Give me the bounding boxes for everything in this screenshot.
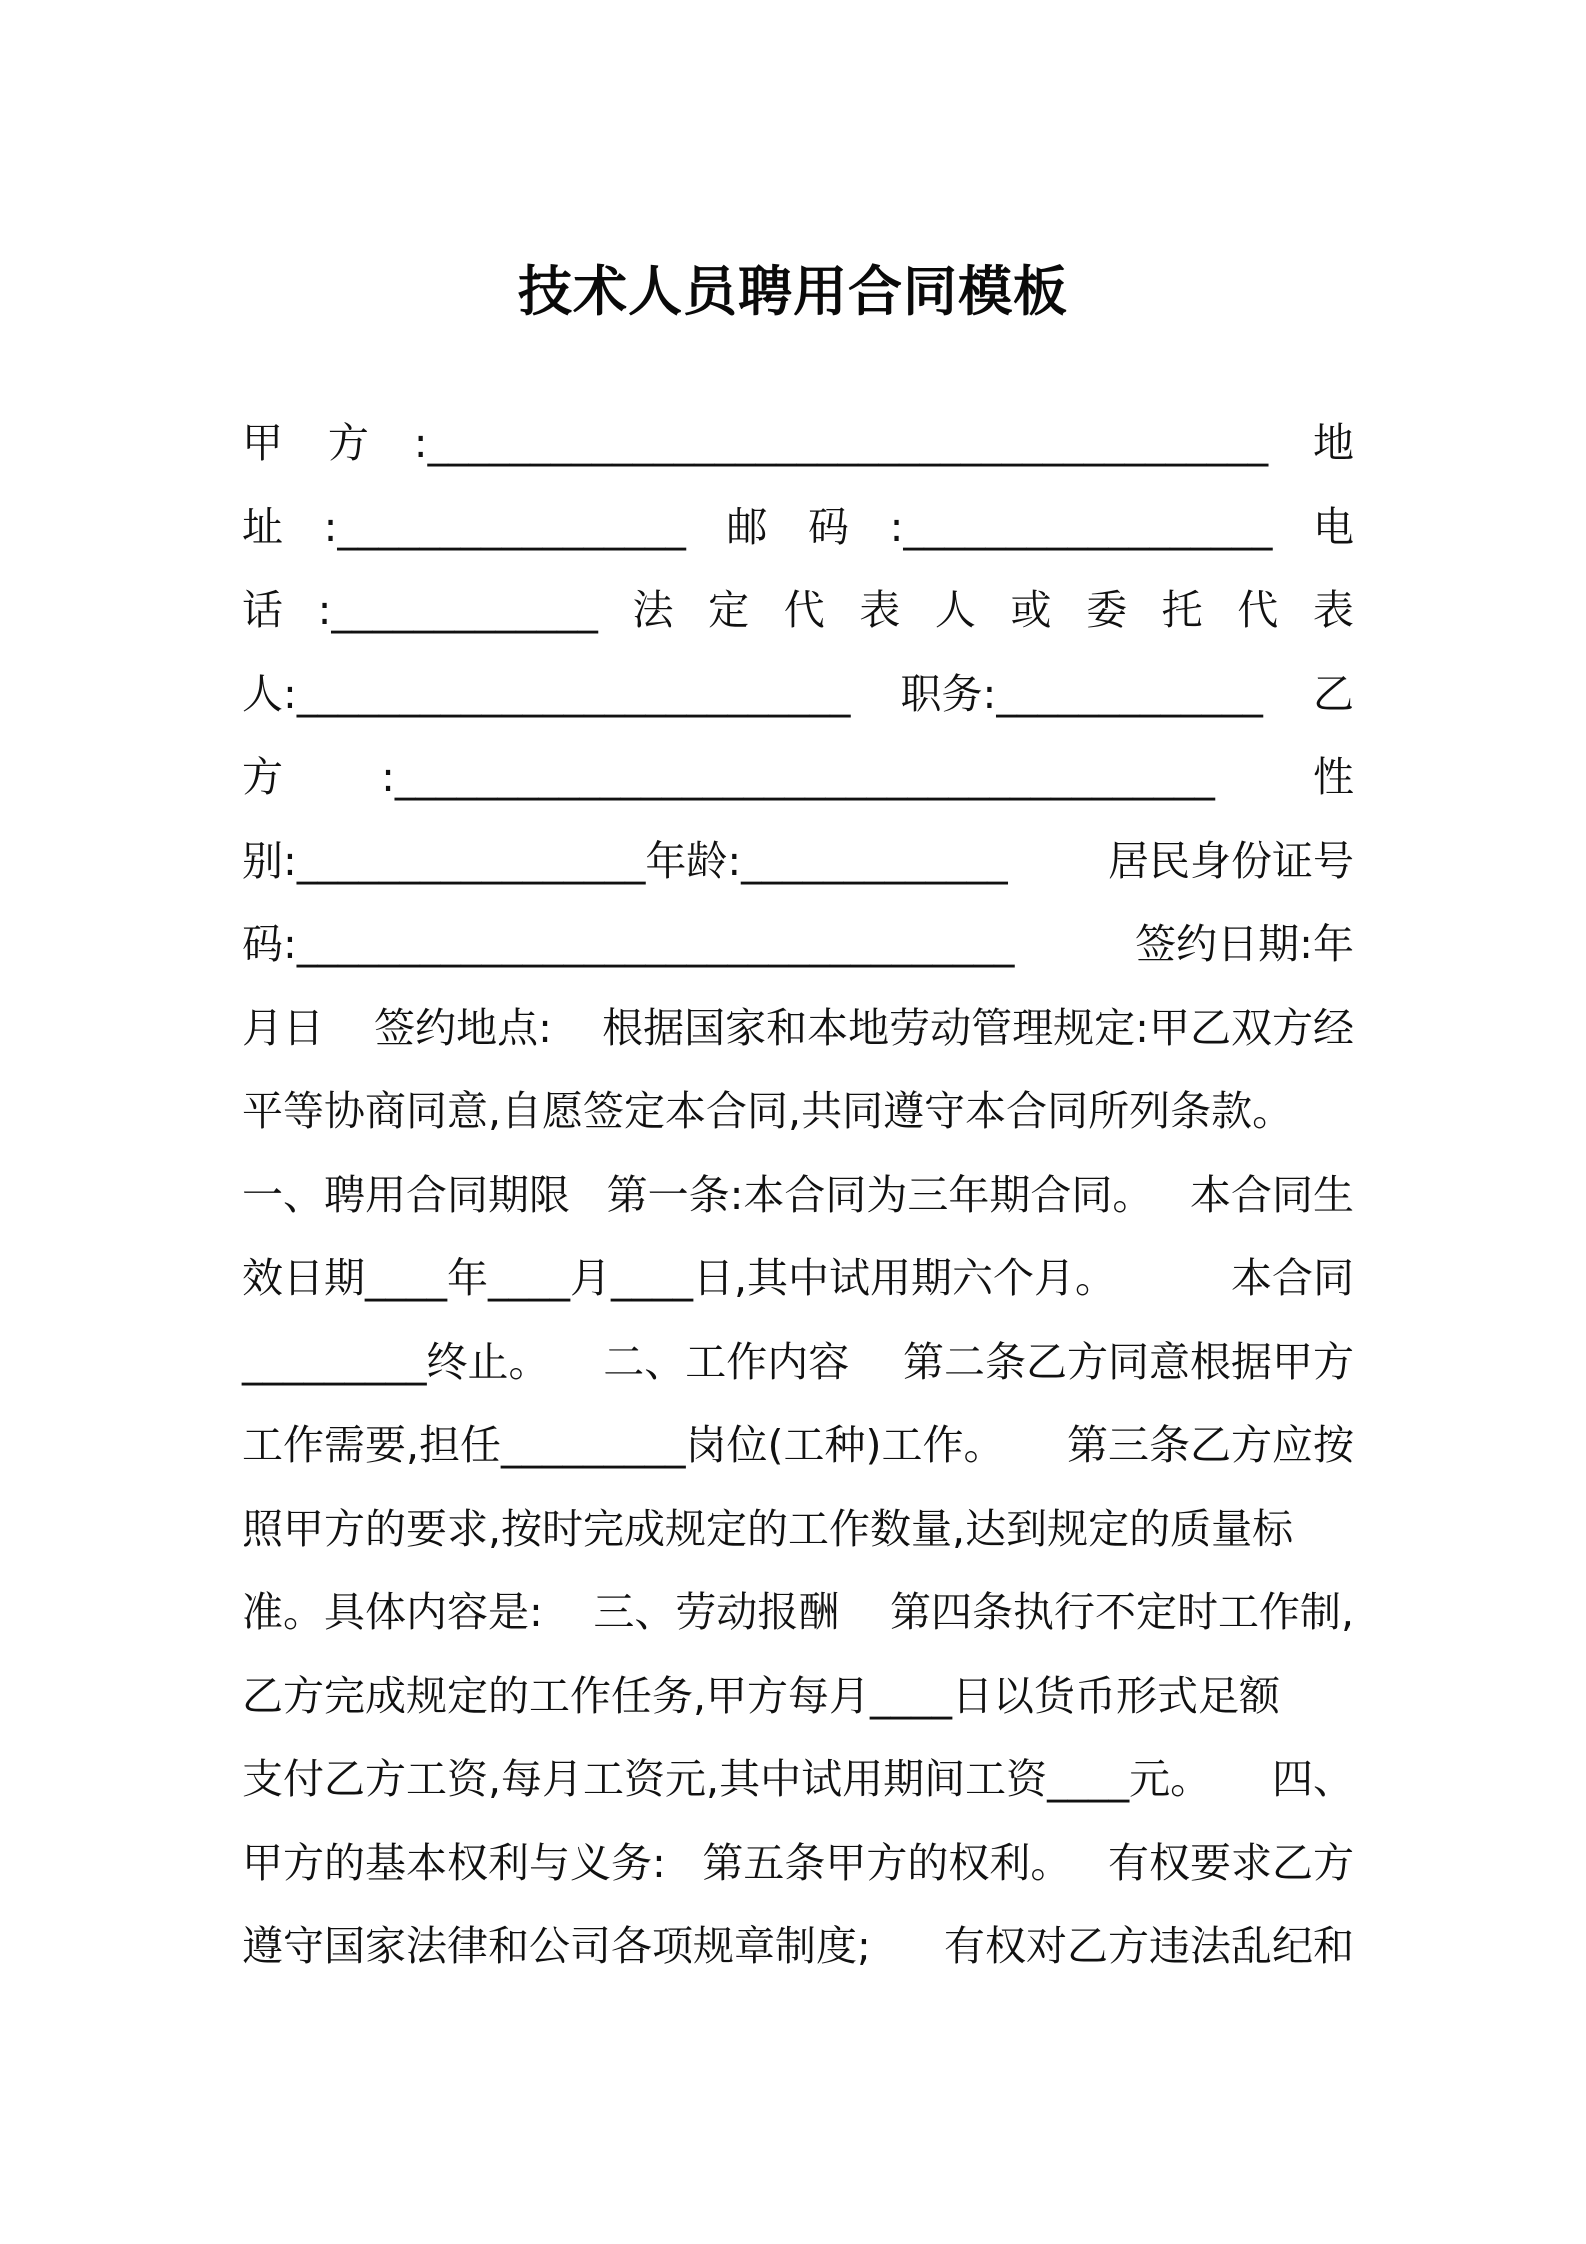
document-title: 技术人员聘用合同模板 (518, 260, 1068, 323)
text-segment: :_________________________________________ (413, 419, 1269, 467)
text-segment: 照甲方的要求,按时完成规定的工作数量,达到规定的质量标 (242, 1504, 1294, 1553)
text-segment: 电 (1312, 502, 1354, 551)
text-segment: 方 (242, 753, 283, 801)
text-line (242, 1738, 1354, 1822)
text-segment: 有权对乙方违法乱纪和 (944, 1922, 1354, 1970)
text-segment: 效日期____年____月____日,其中试用期六个月。 (242, 1254, 1117, 1302)
text-segment: :_____________ (317, 586, 598, 634)
text-segment: 码:___________________________________ (242, 920, 1015, 968)
text-segment: 话 (242, 586, 283, 634)
text-line (242, 820, 1354, 904)
text-segment: :_________________ (323, 502, 686, 551)
text-line (242, 1571, 1354, 1655)
text-segment: 人:___________________________ (242, 669, 851, 718)
text-line (242, 987, 1354, 1071)
text-line (242, 1237, 1354, 1321)
text-segment: 居民身份证号 (1108, 836, 1354, 885)
text-line (242, 486, 1354, 570)
text-segment: 第一条:本合同为三年期合同。 (606, 1170, 1154, 1219)
text-segment: 第四条执行不定时工作制, (889, 1588, 1354, 1636)
text-segment: 根据国家和本地劳动管理规定:甲乙双方经 (602, 1003, 1354, 1052)
text-segment: 本合同 (1231, 1254, 1354, 1302)
text-segment: 码 (808, 502, 850, 551)
text-line (242, 402, 1354, 486)
text-segment: 支付乙方工资,每月工资元,其中试用期间工资____元。 (242, 1755, 1212, 1803)
text-segment: 工作需要,担任_________岗位(工种)工作。 (242, 1421, 1005, 1469)
text-segment: 甲方的基本权利与义务: (242, 1838, 666, 1887)
text-segment: 托 (1161, 586, 1203, 634)
text-segment: 签约日期:年 (1135, 920, 1354, 968)
text-line (242, 736, 1354, 820)
text-line (242, 1905, 1354, 1989)
text-line (242, 1488, 1354, 1572)
text-segment: 本合同生 (1190, 1170, 1354, 1219)
text-segment: 四、 (1272, 1755, 1354, 1803)
text-segment: :________________________________________ (381, 753, 1215, 801)
text-segment: 表 (1312, 586, 1354, 634)
text-line (242, 1321, 1354, 1405)
text-line (242, 569, 1354, 653)
text-line (242, 1404, 1354, 1488)
text-segment: 代 (1237, 586, 1279, 634)
text-segment: :__________________ (889, 502, 1273, 551)
contract-body (242, 402, 1354, 1989)
text-segment: 签约地点: (374, 1003, 552, 1052)
text-segment: 有权要求乙方 (1108, 1838, 1354, 1887)
text-segment: 第三条乙方应按 (1067, 1421, 1354, 1469)
text-segment: 三、劳动报酬 (593, 1588, 840, 1636)
text-segment: 别:_________________年龄:_____________ (242, 836, 1008, 885)
text-segment: 月日 (242, 1003, 324, 1052)
text-segment: 方 (327, 419, 369, 467)
text-segment: 代 (783, 586, 825, 634)
text-segment: _________终止。 (242, 1337, 550, 1386)
text-line (242, 1822, 1354, 1906)
text-segment: 二、工作内容 (603, 1337, 850, 1386)
text-segment: 乙 (1313, 669, 1354, 718)
text-segment: 或 (1010, 586, 1052, 634)
text-segment: 邮 (726, 502, 768, 551)
text-segment: 甲 (242, 419, 283, 467)
text-segment: 定 (708, 586, 750, 634)
text-line (242, 653, 1354, 737)
text-line (242, 1154, 1354, 1238)
text-segment: 平等协商同意,自愿签定本合同,共同遵守本合同所列条款。 (242, 1087, 1294, 1135)
text-segment: 地 (1313, 419, 1354, 467)
text-line (242, 903, 1354, 987)
text-segment: 遵守国家法律和公司各项规章制度; (242, 1922, 871, 1970)
text-segment: 第二条乙方同意根据甲方 (903, 1337, 1354, 1386)
text-line (242, 1655, 1354, 1739)
text-line (242, 1070, 1354, 1154)
text-segment: 准。具体内容是: (242, 1588, 543, 1636)
text-segment: 第五条甲方的权利。 (702, 1838, 1072, 1887)
text-segment: 性 (1312, 753, 1354, 801)
text-segment: 法 (632, 586, 674, 634)
text-segment: 人 (934, 586, 976, 634)
text-segment: 职务:_____________ (900, 669, 1263, 718)
text-segment: 址 (242, 502, 283, 551)
text-segment: 一、聘用合同期限 (242, 1170, 570, 1219)
text-segment: 乙方完成规定的工作任务,甲方每月____日以货币形式足额 (242, 1671, 1281, 1720)
text-segment: 委 (1086, 586, 1128, 634)
text-segment: 表 (859, 586, 901, 634)
